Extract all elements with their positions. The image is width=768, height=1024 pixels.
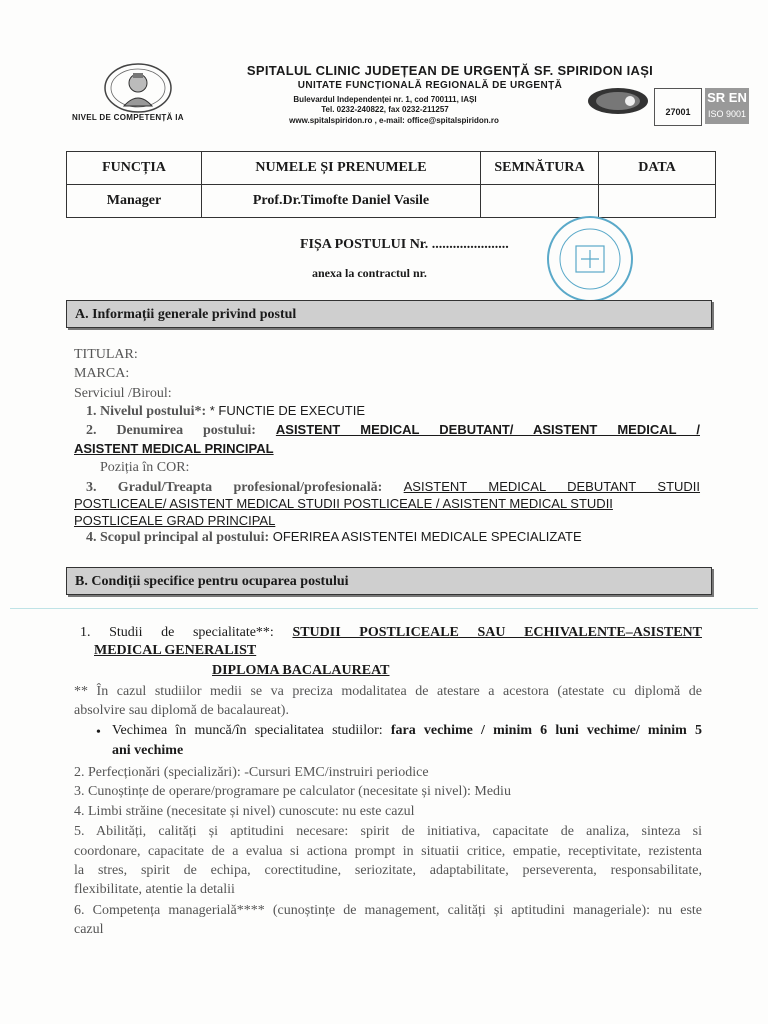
table-header-row [67, 152, 716, 185]
web-contact: www.spitalspiridon.ro , e-mail: office@spitalspiridon.ro [289, 116, 499, 125]
item3-label: 3. Gradul/Treapta profesional/profesională: [86, 480, 383, 495]
note-line-b: absolvire sau diplomă de bacalaureat). [74, 703, 289, 718]
b3-line: 3. Cunoștințe de operare/programare pe calculator (necesitate și nivel): Mediu [74, 784, 511, 799]
signature-table [66, 151, 716, 218]
certification-badge-icon [586, 86, 650, 116]
titular-label: TITULAR: [74, 347, 138, 362]
header-cell: NUMELE ȘI PRENUMELE [202, 152, 481, 185]
vechime-value-b: ani vechime [112, 743, 184, 758]
iso-27001-badge: 27001 [654, 88, 702, 126]
item2-value-a: ASISTENT MEDICAL DEBUTANT/ ASISTENT MEDICAL / [275, 422, 700, 437]
b1-value-b: MEDICAL GENERALIST [94, 643, 257, 658]
marca-label: MARCA: [74, 366, 130, 381]
item3-value-c: POSTLICEALE GRAD PRINCIPAL [74, 513, 276, 528]
divider [10, 608, 758, 609]
table-cell [599, 185, 716, 218]
unit-name: UNITATE FUNCȚIONALĂ REGIONALĂ DE URGENȚĂ [297, 80, 563, 91]
item2-value-b: ASISTENT MEDICAL PRINCIPAL [74, 441, 274, 456]
hospital-round-stamp [543, 214, 638, 304]
b1-label: 1. Studii de specialitate**: [80, 625, 274, 640]
section-b-heading: B. Condiții specifice pentru ocuparea postului [66, 567, 712, 595]
vechime-label: Vechimea în muncă/în specialitatea studiilor: [112, 723, 383, 738]
srac-badge: SR EN ISO 9001 [705, 88, 749, 124]
document-title: FIȘA POSTULUI Nr. ...................... [300, 237, 509, 252]
table-row [67, 185, 716, 218]
b4-line: 4. Limbi străine (necesitate și nivel) cunoscute: nu este cazul [74, 804, 415, 819]
item1-label: 1. Nivelul postului*: [86, 404, 207, 419]
b1-value-c: DIPLOMA BACALAUREAT [212, 663, 390, 678]
hospital-name: SPITALUL CLINIC JUDEȚEAN DE URGENȚĂ SF. SPIRIDON IAȘI [246, 63, 654, 78]
cor-label: Poziția în COR: [100, 460, 190, 475]
item3-value-a: ASISTENT MEDICAL DEBUTANT STUDII [403, 479, 701, 494]
annex-line: anexa la contractul nr. [312, 266, 427, 280]
item4-value: OFERIREA ASISTENTEI MEDICALE SPECIALIZATE [272, 529, 582, 544]
phone: Tel. 0232-240822, fax 0232-211257 [321, 105, 449, 114]
b5-line-d: flexibilitate, atentie la detalii [74, 882, 235, 897]
note-line-a: ** În cazul studiilor medii se va preciza modalitatea de atestare a acestora (atestate cu diplomă de [74, 684, 702, 699]
item4-label: 4. Scopul principal al postului: [86, 530, 270, 545]
table-cell [481, 185, 599, 218]
b6-line-a: 6. Competența managerială**** (cunoștințe de management, calități și aptitudini manageriale): nu este [74, 903, 702, 918]
item2-label: 2. Denumirea postului: [86, 423, 256, 438]
vechime-value-a: fara vechime / minim 6 luni vechime/ minim 5 [390, 723, 703, 738]
b6-line-b: cazul [74, 922, 104, 937]
table-cell: Manager [67, 185, 202, 218]
item3-value-b: POSTLICEALE/ ASISTENT MEDICAL STUDII POSTLICEALE / ASISTENT MEDICAL STUDII [74, 496, 613, 511]
table-cell: Prof.Dr.Timofte Daniel Vasile [202, 185, 481, 218]
b2-line: 2. Perfecționări (specializări): -Cursuri EMC/instruiri periodice [74, 765, 429, 780]
header-cell: FUNCȚIA [67, 152, 202, 185]
header-cell: SEMNĂTURA [481, 152, 599, 185]
competence-level: NIVEL DE COMPETENȚĂ IA [72, 113, 184, 122]
b5-line-a: 5. Abilități, calități și aptitudini necesare: spirit de initiativa, capacitate de analiza, sinteza si [74, 824, 702, 839]
item1-value: * FUNCTIE DE EXECUTIE [209, 403, 365, 418]
b5-line-b: coordonare, capacitate de a evalua si actiona prompt in situatii critice, empatie, receptivitate, rezistenta [74, 844, 702, 859]
service-label: Serviciul /Biroul: [74, 386, 172, 401]
address: Bulevardul Independenței nr. 1, cod 700111, IAȘI [293, 95, 477, 104]
bullet-icon: • [96, 725, 101, 740]
section-a-heading: A. Informații generale privind postul [66, 300, 712, 328]
b5-line-c: la stres, spirit de echipa, corectitudine, seriozitate, adaptabilitate, perseverenta, responsabilitate, [74, 863, 702, 878]
header-cell: DATA [599, 152, 716, 185]
b1-value-a: STUDII POSTLICEALE SAU ECHIVALENTE–ASISTENT [292, 625, 702, 640]
saint-spiridon-logo [102, 62, 174, 114]
